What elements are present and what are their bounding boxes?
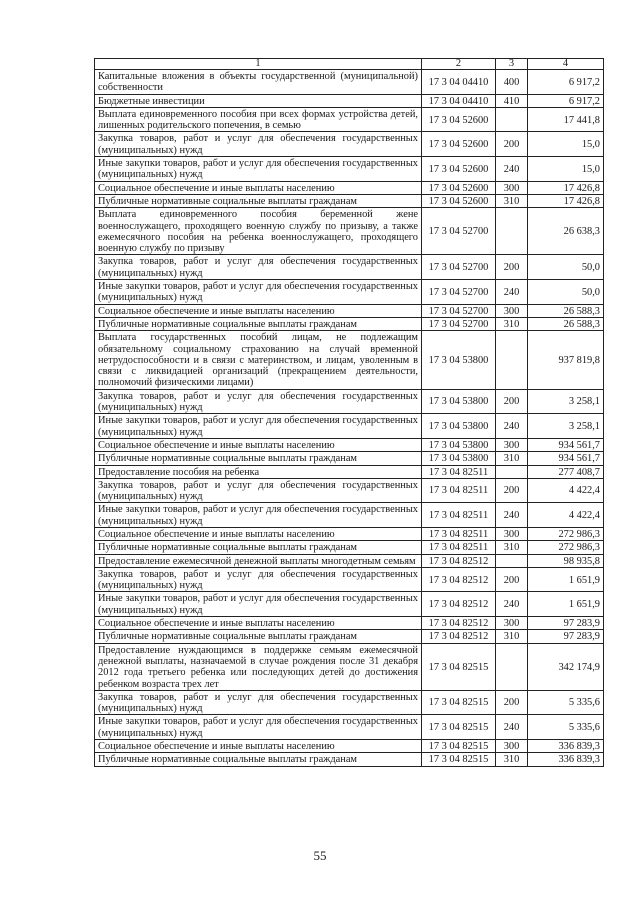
target-article-code: 17 3 04 82515 bbox=[422, 740, 496, 753]
table-row bbox=[95, 389, 604, 414]
table-row bbox=[95, 317, 604, 330]
amount: 17 441,8 bbox=[528, 107, 604, 132]
table-row bbox=[95, 715, 604, 740]
expense-type-code bbox=[496, 331, 528, 389]
table-row bbox=[95, 643, 604, 690]
table-row bbox=[95, 452, 604, 465]
table-row bbox=[95, 414, 604, 439]
expense-type-code: 240 bbox=[496, 157, 528, 182]
row-name: Капитальные вложения в объекты государственной (муниципальной) собственности bbox=[95, 70, 422, 95]
row-name: Закупка товаров, работ и услуг для обеспечения государственных (муниципальных) нужд bbox=[95, 255, 422, 280]
column-number-3: 3 bbox=[496, 59, 528, 70]
target-article-code: 17 3 04 82515 bbox=[422, 715, 496, 740]
row-name: Иные закупки товаров, работ и услуг для обеспечения государственных (муниципальных) нужд bbox=[95, 280, 422, 305]
amount: 98 935,8 bbox=[528, 554, 604, 567]
target-article-code: 17 3 04 52700 bbox=[422, 317, 496, 330]
amount: 50,0 bbox=[528, 255, 604, 280]
expense-type-code: 300 bbox=[496, 438, 528, 451]
expense-type-code: 200 bbox=[496, 690, 528, 715]
expense-type-code: 310 bbox=[496, 630, 528, 643]
table-row bbox=[95, 280, 604, 305]
target-article-code: 17 3 04 82511 bbox=[422, 478, 496, 503]
target-article-code: 17 3 04 82512 bbox=[422, 617, 496, 630]
target-article-code: 17 3 04 82511 bbox=[422, 541, 496, 554]
expense-type-code: 300 bbox=[496, 527, 528, 540]
amount: 937 819,8 bbox=[528, 331, 604, 389]
row-name: Предоставление пособия на ребенка bbox=[95, 465, 422, 478]
expense-type-code bbox=[496, 208, 528, 255]
table-row bbox=[95, 465, 604, 478]
row-name: Предоставление нуждающимся в поддержке семьям ежемесячной денежной выплаты, назначаемой в случае рождения после 31 декабря 2012 года третьего ребенка или последующих детей до достижения ребенком возраста трех лет bbox=[95, 643, 422, 690]
target-article-code: 17 3 04 52600 bbox=[422, 181, 496, 194]
expense-type-code: 310 bbox=[496, 753, 528, 766]
table-row bbox=[95, 740, 604, 753]
expense-type-code: 310 bbox=[496, 452, 528, 465]
table-row bbox=[95, 255, 604, 280]
amount: 3 258,1 bbox=[528, 389, 604, 414]
amount: 97 283,9 bbox=[528, 617, 604, 630]
target-article-code: 17 3 04 82511 bbox=[422, 503, 496, 528]
target-article-code: 17 3 04 82512 bbox=[422, 554, 496, 567]
amount: 15,0 bbox=[528, 157, 604, 182]
amount: 5 335,6 bbox=[528, 715, 604, 740]
expense-type-code: 240 bbox=[496, 414, 528, 439]
target-article-code: 17 3 04 82512 bbox=[422, 592, 496, 617]
target-article-code: 17 3 04 82515 bbox=[422, 643, 496, 690]
expense-type-code: 240 bbox=[496, 592, 528, 617]
column-number-2: 2 bbox=[422, 59, 496, 70]
row-name: Закупка товаров, работ и услуг для обеспечения государственных (муниципальных) нужд bbox=[95, 132, 422, 157]
row-name: Выплата государственных пособий лицам, не подлежащим обязательному социальному страхованию на случай временной нетрудоспособности и в связи с материнством, и лицам, уволенным в связи с ликвидацией организаций (прекращением деятельности, полномочий физическими лицами) bbox=[95, 331, 422, 389]
row-name: Социальное обеспечение и иные выплаты населению bbox=[95, 304, 422, 317]
expense-type-code: 310 bbox=[496, 194, 528, 207]
target-article-code: 17 3 04 04410 bbox=[422, 70, 496, 95]
row-name: Выплата единовременного пособия при всех формах устройства детей, лишенных родительского попечения, в семью bbox=[95, 107, 422, 132]
target-article-code: 17 3 04 52600 bbox=[422, 107, 496, 132]
amount: 6 917,2 bbox=[528, 70, 604, 95]
row-name: Иные закупки товаров, работ и услуг для обеспечения государственных (муниципальных) нужд bbox=[95, 157, 422, 182]
amount: 277 408,7 bbox=[528, 465, 604, 478]
budget-table bbox=[94, 58, 604, 767]
table-row bbox=[95, 592, 604, 617]
amount: 26 588,3 bbox=[528, 304, 604, 317]
budget-table-body bbox=[95, 59, 604, 767]
row-name: Бюджетные инвестиции bbox=[95, 94, 422, 107]
expense-type-code bbox=[496, 554, 528, 567]
target-article-code: 17 3 04 53800 bbox=[422, 438, 496, 451]
table-row bbox=[95, 208, 604, 255]
target-article-code: 17 3 04 52700 bbox=[422, 280, 496, 305]
row-name: Социальное обеспечение и иные выплаты населению bbox=[95, 438, 422, 451]
column-number-4: 4 bbox=[528, 59, 604, 70]
target-article-code: 17 3 04 52600 bbox=[422, 132, 496, 157]
expense-type-code: 400 bbox=[496, 70, 528, 95]
target-article-code: 17 3 04 04410 bbox=[422, 94, 496, 107]
table-row bbox=[95, 503, 604, 528]
row-name: Социальное обеспечение и иные выплаты населению bbox=[95, 740, 422, 753]
target-article-code: 17 3 04 52700 bbox=[422, 208, 496, 255]
amount: 336 839,3 bbox=[528, 753, 604, 766]
amount: 26 588,3 bbox=[528, 317, 604, 330]
page-number: 55 bbox=[313, 848, 327, 863]
expense-type-code: 300 bbox=[496, 181, 528, 194]
expense-type-code: 240 bbox=[496, 280, 528, 305]
row-name: Закупка товаров, работ и услуг для обеспечения государственных (муниципальных) нужд bbox=[95, 389, 422, 414]
table-row bbox=[95, 478, 604, 503]
table-row bbox=[95, 107, 604, 132]
amount: 50,0 bbox=[528, 280, 604, 305]
expense-type-code: 300 bbox=[496, 617, 528, 630]
target-article-code: 17 3 04 53800 bbox=[422, 389, 496, 414]
table-row bbox=[95, 554, 604, 567]
column-number-row bbox=[95, 59, 604, 70]
target-article-code: 17 3 04 82515 bbox=[422, 753, 496, 766]
row-name: Социальное обеспечение и иные выплаты населению bbox=[95, 527, 422, 540]
expense-type-code: 240 bbox=[496, 715, 528, 740]
target-article-code: 17 3 04 52700 bbox=[422, 304, 496, 317]
row-name: Предоставление ежемесячной денежной выплаты многодетным семьям bbox=[95, 554, 422, 567]
expense-type-code: 300 bbox=[496, 740, 528, 753]
table-row bbox=[95, 567, 604, 592]
expense-type-code: 410 bbox=[496, 94, 528, 107]
table-row bbox=[95, 157, 604, 182]
row-name: Публичные нормативные социальные выплаты гражданам bbox=[95, 452, 422, 465]
row-name: Социальное обеспечение и иные выплаты населению bbox=[95, 617, 422, 630]
table-row bbox=[95, 630, 604, 643]
expense-type-code: 310 bbox=[496, 541, 528, 554]
table-row bbox=[95, 94, 604, 107]
amount: 934 561,7 bbox=[528, 438, 604, 451]
row-name: Иные закупки товаров, работ и услуг для обеспечения государственных (муниципальных) нужд bbox=[95, 503, 422, 528]
expense-type-code: 240 bbox=[496, 503, 528, 528]
amount: 272 986,3 bbox=[528, 527, 604, 540]
target-article-code: 17 3 04 82511 bbox=[422, 465, 496, 478]
target-article-code: 17 3 04 52600 bbox=[422, 157, 496, 182]
amount: 336 839,3 bbox=[528, 740, 604, 753]
target-article-code: 17 3 04 52600 bbox=[422, 194, 496, 207]
row-name: Выплата единовременного пособия беременной жене военнослужащего, проходящего военную службу по призыву, а также ежемесячного пособия на ребенка военнослужащего, проходящего военную службу по призыву bbox=[95, 208, 422, 255]
amount: 342 174,9 bbox=[528, 643, 604, 690]
column-number-1: 1 bbox=[95, 59, 422, 70]
amount: 3 258,1 bbox=[528, 414, 604, 439]
amount: 17 426,8 bbox=[528, 181, 604, 194]
table-row bbox=[95, 194, 604, 207]
amount: 17 426,8 bbox=[528, 194, 604, 207]
target-article-code: 17 3 04 82512 bbox=[422, 630, 496, 643]
expense-type-code bbox=[496, 107, 528, 132]
row-name: Иные закупки товаров, работ и услуг для обеспечения государственных (муниципальных) нужд bbox=[95, 414, 422, 439]
expense-type-code: 200 bbox=[496, 389, 528, 414]
expense-type-code: 200 bbox=[496, 478, 528, 503]
table-row bbox=[95, 70, 604, 95]
table-row bbox=[95, 438, 604, 451]
amount: 5 335,6 bbox=[528, 690, 604, 715]
table-row bbox=[95, 690, 604, 715]
amount: 1 651,9 bbox=[528, 592, 604, 617]
target-article-code: 17 3 04 53800 bbox=[422, 331, 496, 389]
amount: 1 651,9 bbox=[528, 567, 604, 592]
expense-type-code bbox=[496, 465, 528, 478]
table-row bbox=[95, 331, 604, 389]
row-name: Социальное обеспечение и иные выплаты населению bbox=[95, 181, 422, 194]
amount: 4 422,4 bbox=[528, 478, 604, 503]
target-article-code: 17 3 04 82515 bbox=[422, 690, 496, 715]
target-article-code: 17 3 04 53800 bbox=[422, 452, 496, 465]
amount: 6 917,2 bbox=[528, 94, 604, 107]
expense-type-code bbox=[496, 643, 528, 690]
row-name: Публичные нормативные социальные выплаты гражданам bbox=[95, 541, 422, 554]
row-name: Закупка товаров, работ и услуг для обеспечения государственных (муниципальных) нужд bbox=[95, 690, 422, 715]
expense-type-code: 300 bbox=[496, 304, 528, 317]
row-name: Иные закупки товаров, работ и услуг для обеспечения государственных (муниципальных) нужд bbox=[95, 592, 422, 617]
row-name: Публичные нормативные социальные выплаты гражданам bbox=[95, 753, 422, 766]
table-row bbox=[95, 527, 604, 540]
amount: 272 986,3 bbox=[528, 541, 604, 554]
amount: 26 638,3 bbox=[528, 208, 604, 255]
target-article-code: 17 3 04 53800 bbox=[422, 414, 496, 439]
target-article-code: 17 3 04 52700 bbox=[422, 255, 496, 280]
expense-type-code: 310 bbox=[496, 317, 528, 330]
expense-type-code: 200 bbox=[496, 567, 528, 592]
amount: 4 422,4 bbox=[528, 503, 604, 528]
row-name: Иные закупки товаров, работ и услуг для обеспечения государственных (муниципальных) нужд bbox=[95, 715, 422, 740]
target-article-code: 17 3 04 82512 bbox=[422, 567, 496, 592]
row-name: Публичные нормативные социальные выплаты гражданам bbox=[95, 194, 422, 207]
amount: 97 283,9 bbox=[528, 630, 604, 643]
amount: 934 561,7 bbox=[528, 452, 604, 465]
row-name: Закупка товаров, работ и услуг для обеспечения государственных (муниципальных) нужд bbox=[95, 567, 422, 592]
table-row bbox=[95, 181, 604, 194]
amount: 15,0 bbox=[528, 132, 604, 157]
expense-type-code: 200 bbox=[496, 255, 528, 280]
table-row bbox=[95, 541, 604, 554]
table-row bbox=[95, 132, 604, 157]
table-row bbox=[95, 753, 604, 766]
target-article-code: 17 3 04 82511 bbox=[422, 527, 496, 540]
row-name: Публичные нормативные социальные выплаты гражданам bbox=[95, 630, 422, 643]
table-row bbox=[95, 304, 604, 317]
row-name: Закупка товаров, работ и услуг для обеспечения государственных (муниципальных) нужд bbox=[95, 478, 422, 503]
row-name: Публичные нормативные социальные выплаты гражданам bbox=[95, 317, 422, 330]
expense-type-code: 200 bbox=[496, 132, 528, 157]
table-row bbox=[95, 617, 604, 630]
